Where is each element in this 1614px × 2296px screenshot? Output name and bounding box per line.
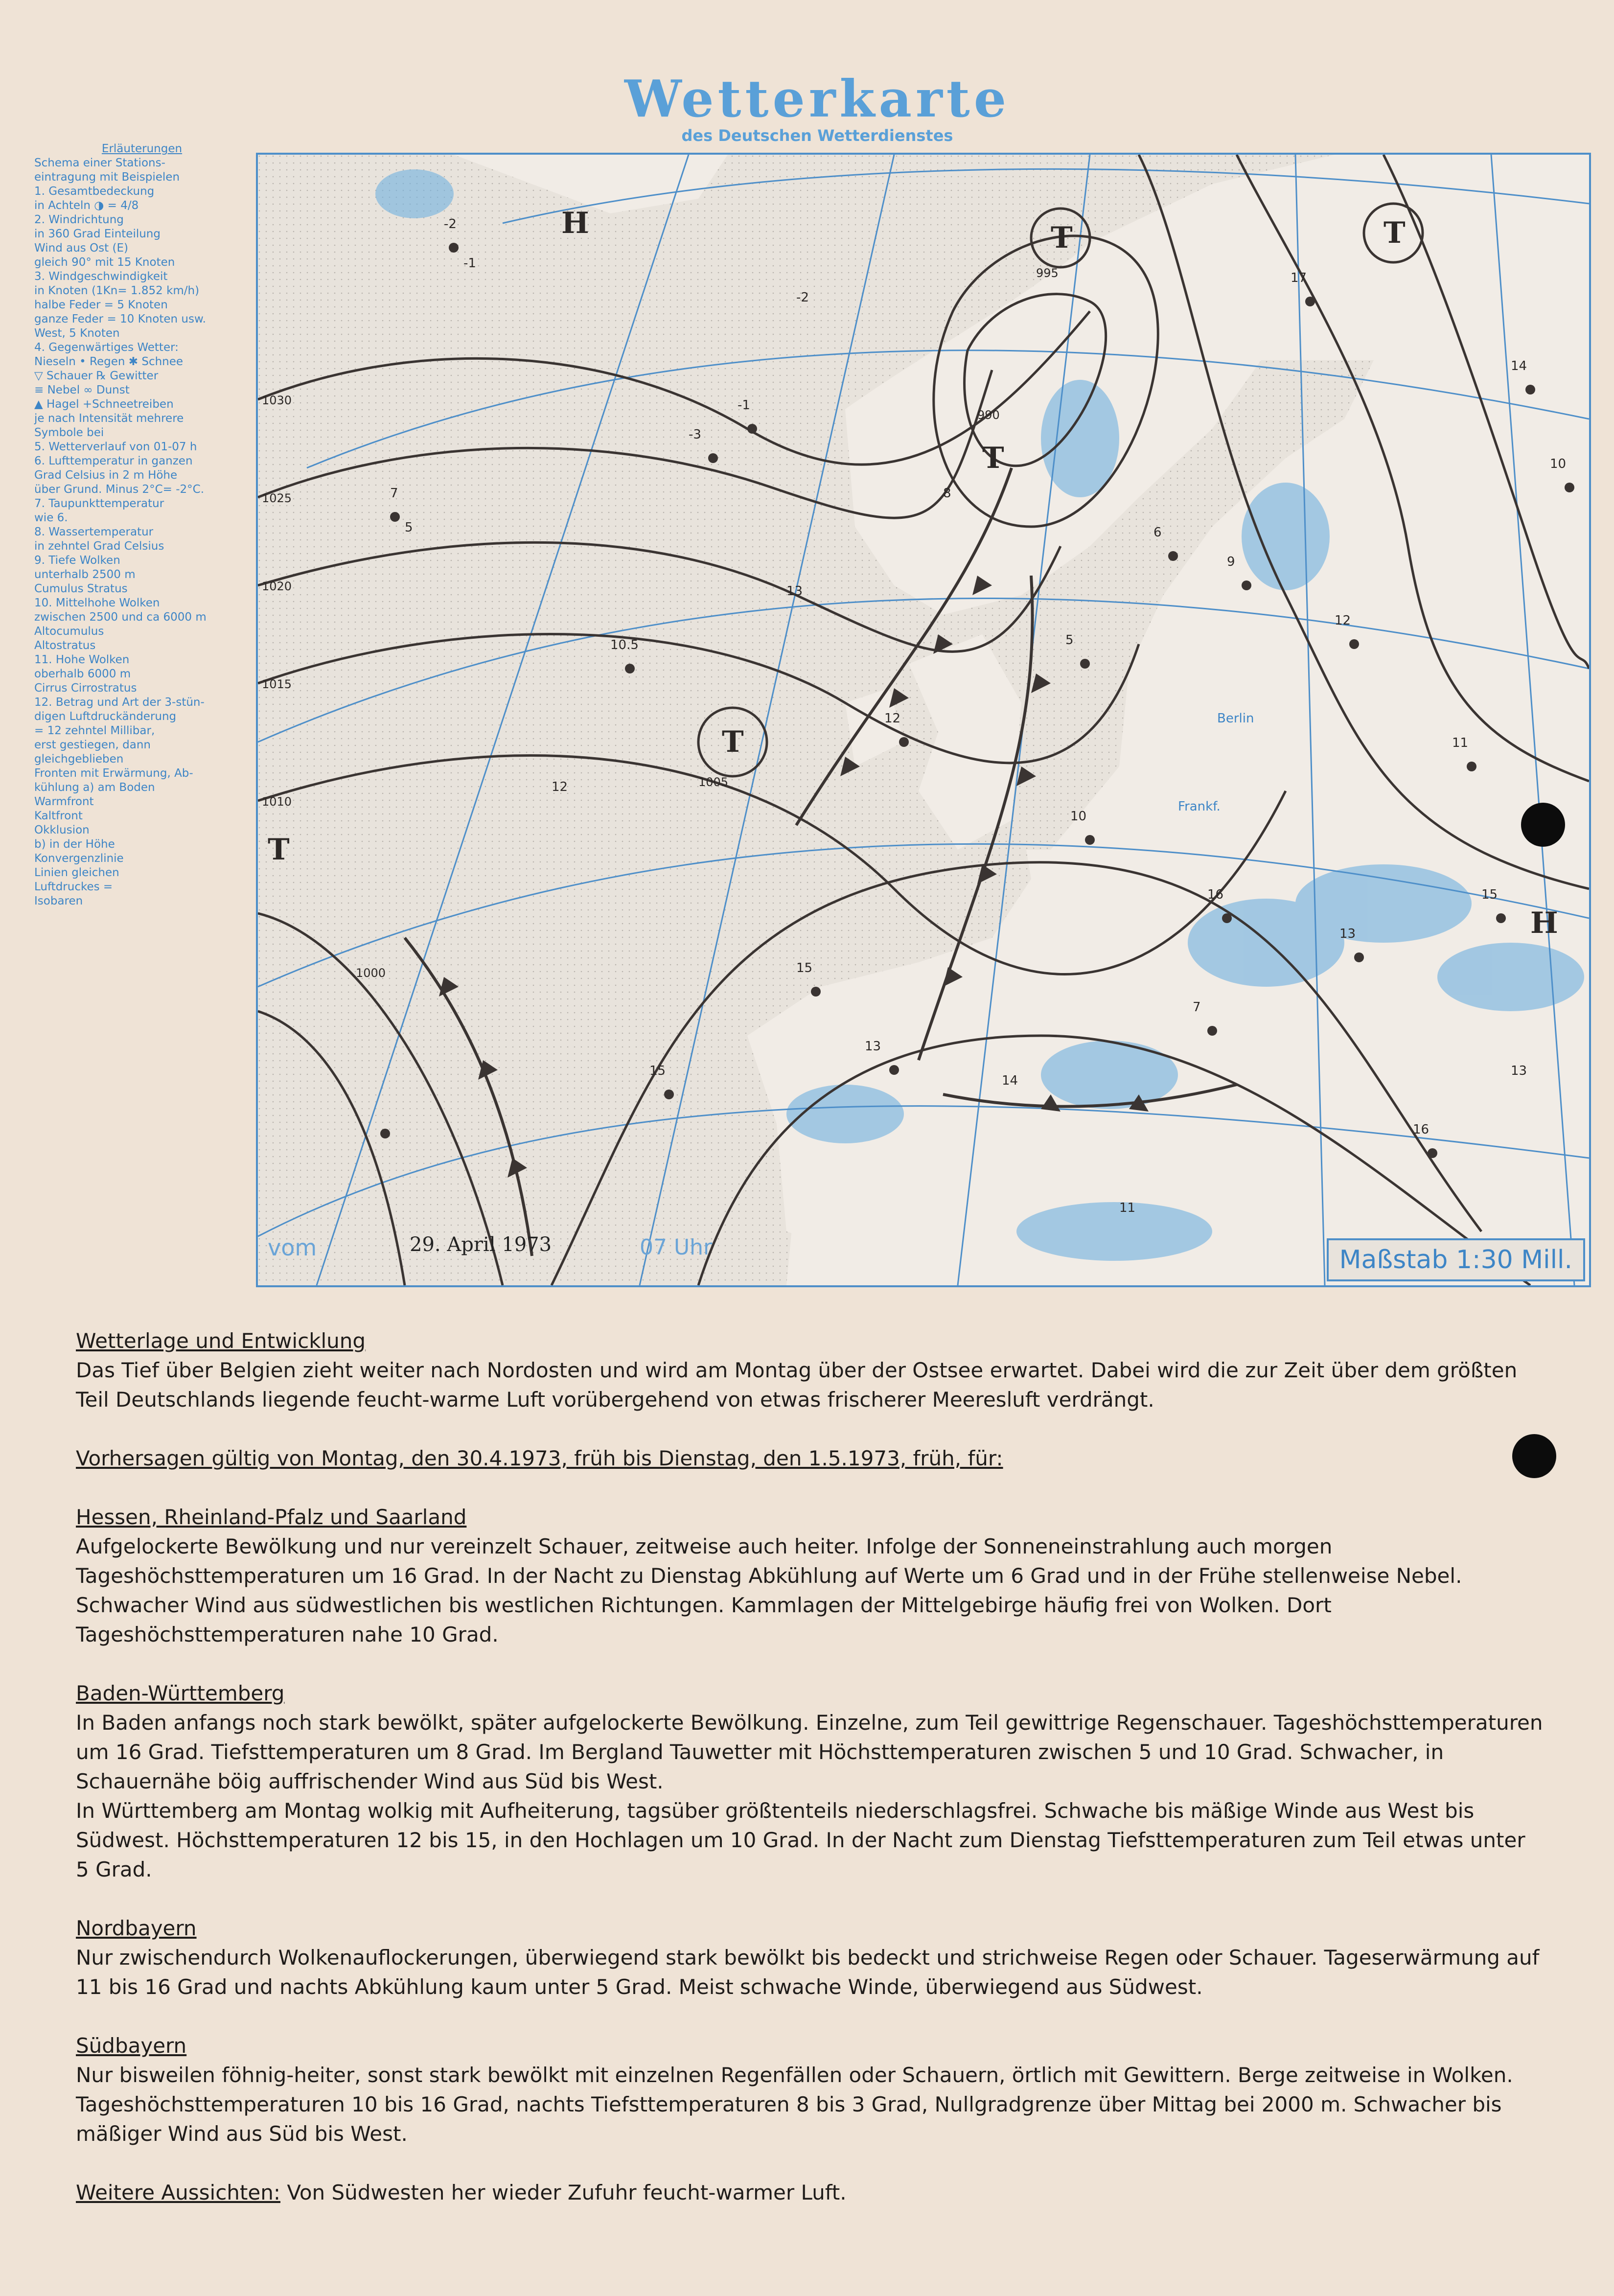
svg-text:10: 10 (1550, 457, 1567, 471)
svg-text:14: 14 (1002, 1073, 1018, 1088)
high-pressure-label: H (561, 206, 589, 240)
svg-text:16: 16 (1413, 1122, 1430, 1137)
legend-line: 3. Windgeschwindigkeit (34, 270, 168, 283)
isobar-label: 1010 (262, 795, 292, 809)
legend-line: in zehntel Grad Celsius (34, 540, 164, 553)
legend-line: zwischen 2500 und ca 6000 m (34, 611, 207, 624)
map-canvas (258, 155, 1589, 1285)
legend-line: Fronten mit Erwärmung, Ab- (34, 767, 193, 780)
svg-text:10: 10 (1070, 809, 1087, 824)
legend-line: ≡ Nebel ∞ Dunst (34, 384, 130, 396)
wetterlage-heading: Wetterlage und Entwicklung (76, 1329, 366, 1353)
svg-text:15: 15 (796, 961, 813, 975)
svg-text:13: 13 (1511, 1064, 1527, 1078)
place-label: Frankf. (1178, 799, 1221, 814)
svg-text:-2: -2 (796, 290, 809, 305)
legend-line: 6. Lufttemperatur in ganzen (34, 455, 193, 467)
legend-panel (34, 142, 250, 908)
svg-text:17: 17 (1291, 271, 1307, 285)
region-text: In Baden anfangs noch stark bewölkt, später aufgelockerte Bewölkung. Einzelne, zum Teil gewittrige Regenschauer. Tageshöchsttemperaturen um 16 Grad. Tiefsttemperaturen um 8 Grad. Im Bergland Tauwetter mit Höchsttemperaturen zwischen 5 und 10 Grad. Schwacher, in Schauernähe böig auffrischender Wind aus Süd bis West. (76, 1711, 1543, 1793)
svg-text:-1: -1 (738, 398, 750, 413)
region-text: Aufgelockerte Bewölkung und nur vereinzelt Schauer, zeitweise auch heiter. Infolge der Sonneneinstrahlung auch morgen Tageshöchsttemperaturen um 16 Grad. In der Nacht zu Dienstag Abkühlung auf Werte um 6 Grad und in der Frühe stellenweise Nebel. Schwacher Wind aus südwestlichen bis westlichen Richtungen. Kammlagen der Mittelgebirge häufig frei von Wolken. Dort Tageshöchsttemperaturen nahe 10 Grad. (76, 1534, 1462, 1647)
svg-text:16: 16 (1207, 887, 1224, 902)
isobar-label: 1025 (262, 491, 292, 505)
region-heading: Südbayern (76, 2034, 187, 2058)
punch-hole (1521, 803, 1565, 847)
legend-line: Isobaren (34, 895, 83, 907)
legend-line: Altocumulus (34, 625, 104, 638)
legend-line: 10. Mittelhohe Wolken (34, 597, 160, 609)
legend-line: Wind aus Ost (E) (34, 242, 128, 255)
svg-text:7: 7 (390, 486, 398, 501)
outlook-text: Von Südwesten her wieder Zufuhr feucht-warmer Luft. (287, 2180, 847, 2204)
legend-line: ganze Feder = 10 Knoten usw. (34, 313, 206, 325)
wetterlage-text: Das Tief über Belgien zieht weiter nach Nordosten und wird am Montag über der Ostsee erwartet. Dabei wird die zur Zeit über dem größten Teil Deutschlands liegende feucht-warme Luft vorübergehend von etwas frischerer Meeresluft verdrängt. (76, 1358, 1518, 1412)
legend-line: halbe Feder = 5 Knoten (34, 299, 168, 311)
legend-line: Luftdruckes = (34, 881, 113, 893)
legend-line: Altostratus (34, 639, 96, 652)
isobar-label: 1005 (698, 775, 729, 789)
map-time: 07 Uhr (640, 1235, 713, 1260)
title-main: Wetterkarte (624, 69, 1010, 129)
place-label: Berlin (1217, 711, 1254, 726)
legend-heading: Erläuterungen (101, 142, 183, 155)
legend-line: Linien gleichen (34, 866, 119, 879)
svg-text:6: 6 (1153, 525, 1162, 540)
legend-line: wie 6. (34, 511, 68, 524)
weather-map (256, 153, 1591, 1287)
svg-text:12: 12 (552, 780, 568, 794)
legend-line: oberhalb 6000 m (34, 668, 131, 680)
legend-line: eintragung mit Beispielen (34, 171, 180, 184)
map-scale: Maßstab 1:30 Mill. (1327, 1238, 1585, 1281)
isobar-label: 1015 (262, 677, 292, 691)
svg-text:-2: -2 (444, 217, 457, 232)
legend-line: 11. Hohe Wolken (34, 653, 130, 666)
isobar-label: 995 (1036, 266, 1059, 280)
legend-line: Symbole bei (34, 426, 104, 439)
legend-line: 8. Wassertemperatur (34, 526, 154, 538)
isobar-label: 1020 (262, 580, 292, 593)
legend-line: = 12 zehntel Millibar, (34, 724, 155, 737)
legend-line: Nieseln • Regen ✱ Schnee (34, 355, 184, 368)
legend-line: Warmfront (34, 795, 94, 808)
high-pressure-label: H (1530, 906, 1558, 940)
legend-lines (34, 156, 250, 908)
svg-text:15: 15 (649, 1064, 666, 1078)
legend-line: digen Luftdruckänderung (34, 710, 177, 723)
legend-line: unterhalb 2500 m (34, 568, 136, 581)
legend-line: 4. Gegenwärtiges Wetter: (34, 341, 179, 354)
legend-line: Kaltfront (34, 810, 83, 822)
svg-text:7: 7 (1193, 1000, 1201, 1015)
low-pressure-label: T (722, 725, 744, 759)
legend-line: 7. Taupunkttemperatur (34, 497, 164, 510)
legend-line: Schema einer Stations- (34, 157, 165, 169)
legend-line: gleichgeblieben (34, 753, 124, 765)
legend-line: gleich 90° mit 15 Knoten (34, 256, 175, 269)
low-pressure-label: T (1383, 216, 1406, 250)
map-title (622, 69, 1013, 145)
legend-line: Grad Celsius in 2 m Höhe (34, 469, 178, 482)
legend-line: in Knoten (1Kn= 1.852 km/h) (34, 284, 200, 297)
svg-text:14: 14 (1511, 359, 1527, 373)
region-text: Nur zwischendurch Wolkenauflockerungen, überwiegend stark bewölkt bis bedeckt und strichweise Regen oder Schauer. Tageserwärmung auf 11 bis 16 Grad und nachts Abkühlung kaum unter 5 Grad. Meist schwache Winde, überwiegend aus Südwest. (76, 1946, 1540, 1999)
legend-line: ▲ Hagel +Schneetreiben (34, 398, 174, 411)
region-heading: Hessen, Rheinland-Pfalz und Saarland (76, 1505, 467, 1529)
legend-line: kühlung a) am Boden (34, 781, 155, 794)
map-vom-label: vom (268, 1234, 317, 1261)
legend-line: b) in der Höhe (34, 838, 115, 851)
low-pressure-label: T (268, 833, 290, 867)
region-heading: Nordbayern (76, 1916, 197, 1940)
map-date: 29. April 1973 (410, 1233, 552, 1256)
legend-line: 12. Betrag und Art der 3-stün- (34, 696, 205, 709)
svg-text:12: 12 (884, 711, 901, 726)
svg-text:12: 12 (1335, 613, 1351, 628)
legend-line: West, 5 Knoten (34, 327, 120, 340)
outlook-heading: Weitere Aussichten: (76, 2180, 280, 2204)
legend-line: 9. Tiefe Wolken (34, 554, 120, 567)
svg-text:15: 15 (1481, 887, 1498, 902)
legend-line: 2. Windrichtung (34, 213, 124, 226)
legend-line: Konvergenzlinie (34, 852, 124, 865)
svg-text:13: 13 (1339, 927, 1356, 941)
legend-line: Cumulus Stratus (34, 582, 128, 595)
legend-line: ▽ Schauer ℞ Gewitter (34, 370, 159, 382)
isobar-label: 990 (977, 408, 1000, 422)
legend-line: erst gestiegen, dann (34, 739, 151, 751)
legend-line: Cirrus Cirrostratus (34, 682, 137, 695)
svg-text:9: 9 (1227, 555, 1235, 569)
svg-text:8: 8 (943, 486, 951, 501)
validity-line: Vorhersagen gültig von Montag, den 30.4.1973, früh bis Dienstag, den 1.5.1973, früh, für: (76, 1446, 1003, 1470)
svg-text:-3: -3 (689, 427, 701, 442)
legend-line: 5. Wetterverlauf von 01-07 h (34, 441, 197, 453)
svg-text:13: 13 (865, 1039, 881, 1054)
svg-text:11: 11 (1452, 736, 1469, 750)
legend-line: in Achteln ◑ = 4/8 (34, 199, 139, 212)
svg-text:11: 11 (1119, 1201, 1136, 1215)
legend-line: je nach Intensität mehrere (34, 412, 184, 425)
low-pressure-label: T (1051, 221, 1073, 255)
region-text: In Württemberg am Montag wolkig mit Aufheiterung, tagsüber größtenteils niederschlagsfrei. Schwache bis mäßige Winde aus West bis Südwest. Höchsttemperaturen 12 bis 15, in den Hochlagen um 10 Grad. In der Nacht zum Dienstag Tiefsttemperaturen zum Teil etwas unter 5 Grad. (76, 1799, 1525, 1881)
region-text: Nur bisweilen föhnig-heiter, sonst stark bewölkt mit einzelnen Regenfällen oder Schauern, örtlich mit Gewittern. Berge zeitweise in Wolken. Tageshöchsttemperaturen 10 bis 16 Grad, nachts Tiefsttemperaturen 8 bis 3 Grad, Nullgradgrenze über Mittag bei 2000 m. Schwacher bis mäßiger Wind aus Süd bis West. (76, 2063, 1513, 2146)
isobar-label: 1030 (262, 394, 292, 407)
svg-text:-1: -1 (463, 256, 476, 271)
svg-text:13: 13 (786, 584, 803, 599)
svg-text:5: 5 (1065, 633, 1074, 648)
low-pressure-label: T (982, 441, 1004, 475)
svg-text:5: 5 (405, 520, 413, 535)
isobar-label: 1000 (356, 966, 386, 980)
legend-line: Okklusion (34, 824, 90, 836)
region-heading: Baden-Württemberg (76, 1681, 285, 1705)
forecast-text (76, 1326, 1544, 2207)
legend-line: 1. Gesamtbedeckung (34, 185, 155, 198)
legend-line: über Grund. Minus 2°C= -2°C. (34, 483, 205, 496)
svg-text:10.5: 10.5 (610, 638, 639, 652)
legend-line: in 360 Grad Einteilung (34, 228, 161, 240)
title-subtitle: des Deutschen Wetterdienstes (681, 126, 953, 145)
